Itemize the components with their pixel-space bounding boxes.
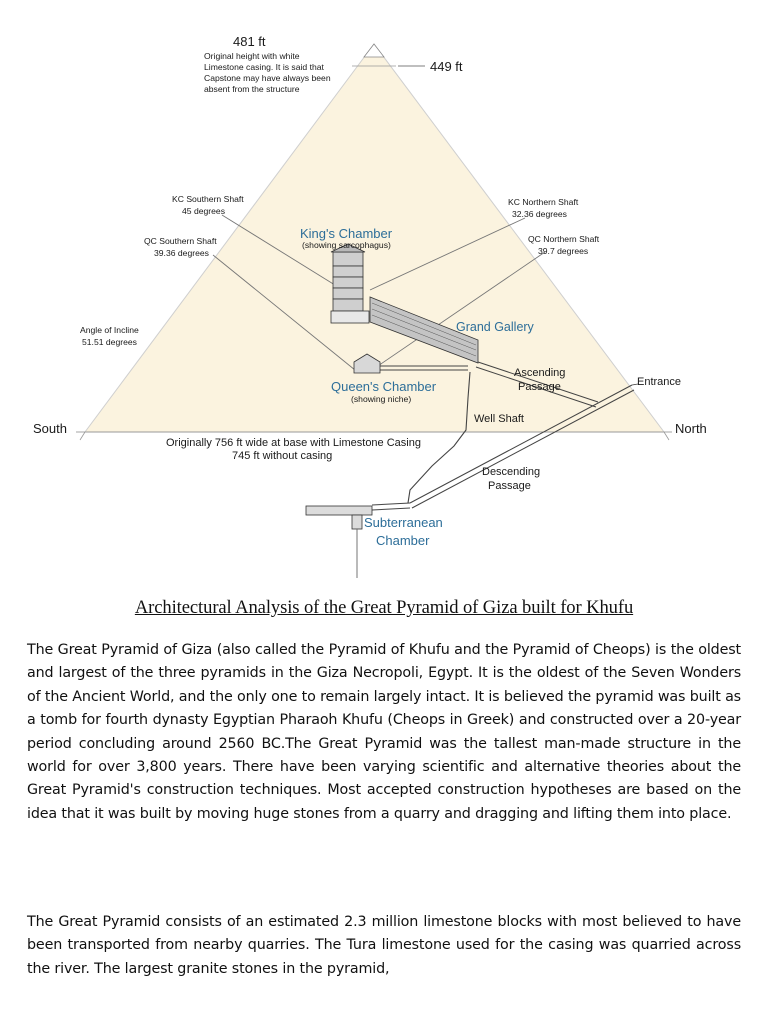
north-label: North xyxy=(675,421,707,436)
body-paragraph: The Great Pyramid of Giza (also called the Pyramid of Khufu and the Pyramid of Cheops) is the oldest and largest of the three pyramids in the Giza Necropoli, Egypt. It is the oldest of the Seven Wonders of the Ancient World, and the only one to remain largely intact. It is believed the pyramid was built as a tomb for fourth dynasty Egyptian Pharaoh Khufu (Cheops in Greek) and constructed over a 20-year period concluding around 2560 BC.The Great Pyramid was the tallest man-made structure in the world for over 3,800 years. There have been varying scientific and alternative theories about the Great Pyramid's construction techniques. Most accepted construction hypotheses are based on the idea that it was built by moving huge stones from a quarry and dragging and lifting them into place. xyxy=(27,642,741,822)
descending-passage-label: Passage xyxy=(488,480,531,492)
qc-northern-shaft-degrees: 39.7 degrees xyxy=(538,246,589,256)
kc-northern-shaft-label: KC Northern Shaft xyxy=(508,197,579,207)
qc-southern-shaft-degrees: 39.36 degrees xyxy=(154,248,209,258)
south-label: South xyxy=(33,421,67,436)
angle-of-incline-label: Angle of Incline xyxy=(80,325,139,335)
qc-northern-shaft-label: QC Northern Shaft xyxy=(528,234,600,244)
subterranean-chamber-label: Chamber xyxy=(376,533,430,548)
subterranean-chamber-structure xyxy=(306,506,372,529)
body-paragraph: The Great Pyramid consists of an estimated 2.3 million limestone blocks with most believed to have been transported from nearby quarries. The Tura limestone used for the casing was quarried across the river. The largest granite stones in the pyramid, xyxy=(27,914,741,977)
queens-chamber-note: (showing niche) xyxy=(351,394,412,404)
original-note-line: absent from the structure xyxy=(204,84,300,94)
document-title: Architectural Analysis of the Great Pyramid of Giza built for Khufu xyxy=(134,597,634,618)
queens-chamber-label: Queen's Chamber xyxy=(331,379,437,394)
height-current-label: 449 ft xyxy=(430,59,463,74)
lower-passage-edge xyxy=(372,508,410,510)
ascending-passage-label: Ascending xyxy=(514,367,566,379)
angle-of-incline-degrees: 51.51 degrees xyxy=(82,337,137,347)
kings-chamber-note: (showing sarcophagus) xyxy=(302,240,391,250)
kings-chamber-structure xyxy=(331,252,369,323)
capstone-outline xyxy=(364,44,384,57)
descending-passage-label: Descending xyxy=(482,466,541,478)
original-note-line: Capstone may have always been xyxy=(204,73,331,83)
kc-southern-shaft-degrees: 45 degrees xyxy=(182,206,226,216)
entrance-label: Entrance xyxy=(637,376,682,388)
lower-passage xyxy=(372,503,410,505)
grand-gallery-label: Grand Gallery xyxy=(456,320,534,334)
base-note-line: 745 ft without casing xyxy=(232,450,333,462)
subterranean-chamber-label: Subterranean xyxy=(364,515,443,530)
kc-southern-shaft-label: KC Southern Shaft xyxy=(172,194,244,204)
ascending-passage-label: Passage xyxy=(518,381,561,393)
original-note-line: Original height with white xyxy=(204,51,300,61)
well-shaft-label: Well Shaft xyxy=(474,413,524,425)
qc-southern-shaft-label: QC Southern Shaft xyxy=(144,236,217,246)
kc-northern-shaft-degrees: 32.36 degrees xyxy=(512,209,567,219)
original-note-line: Limestone casing. It is said that xyxy=(204,62,324,72)
kings-chamber-label: King's Chamber xyxy=(300,226,393,241)
base-note-line: Originally 756 ft wide at base with Limestone Casing xyxy=(166,437,421,449)
height-original-label: 481 ft xyxy=(233,34,266,49)
